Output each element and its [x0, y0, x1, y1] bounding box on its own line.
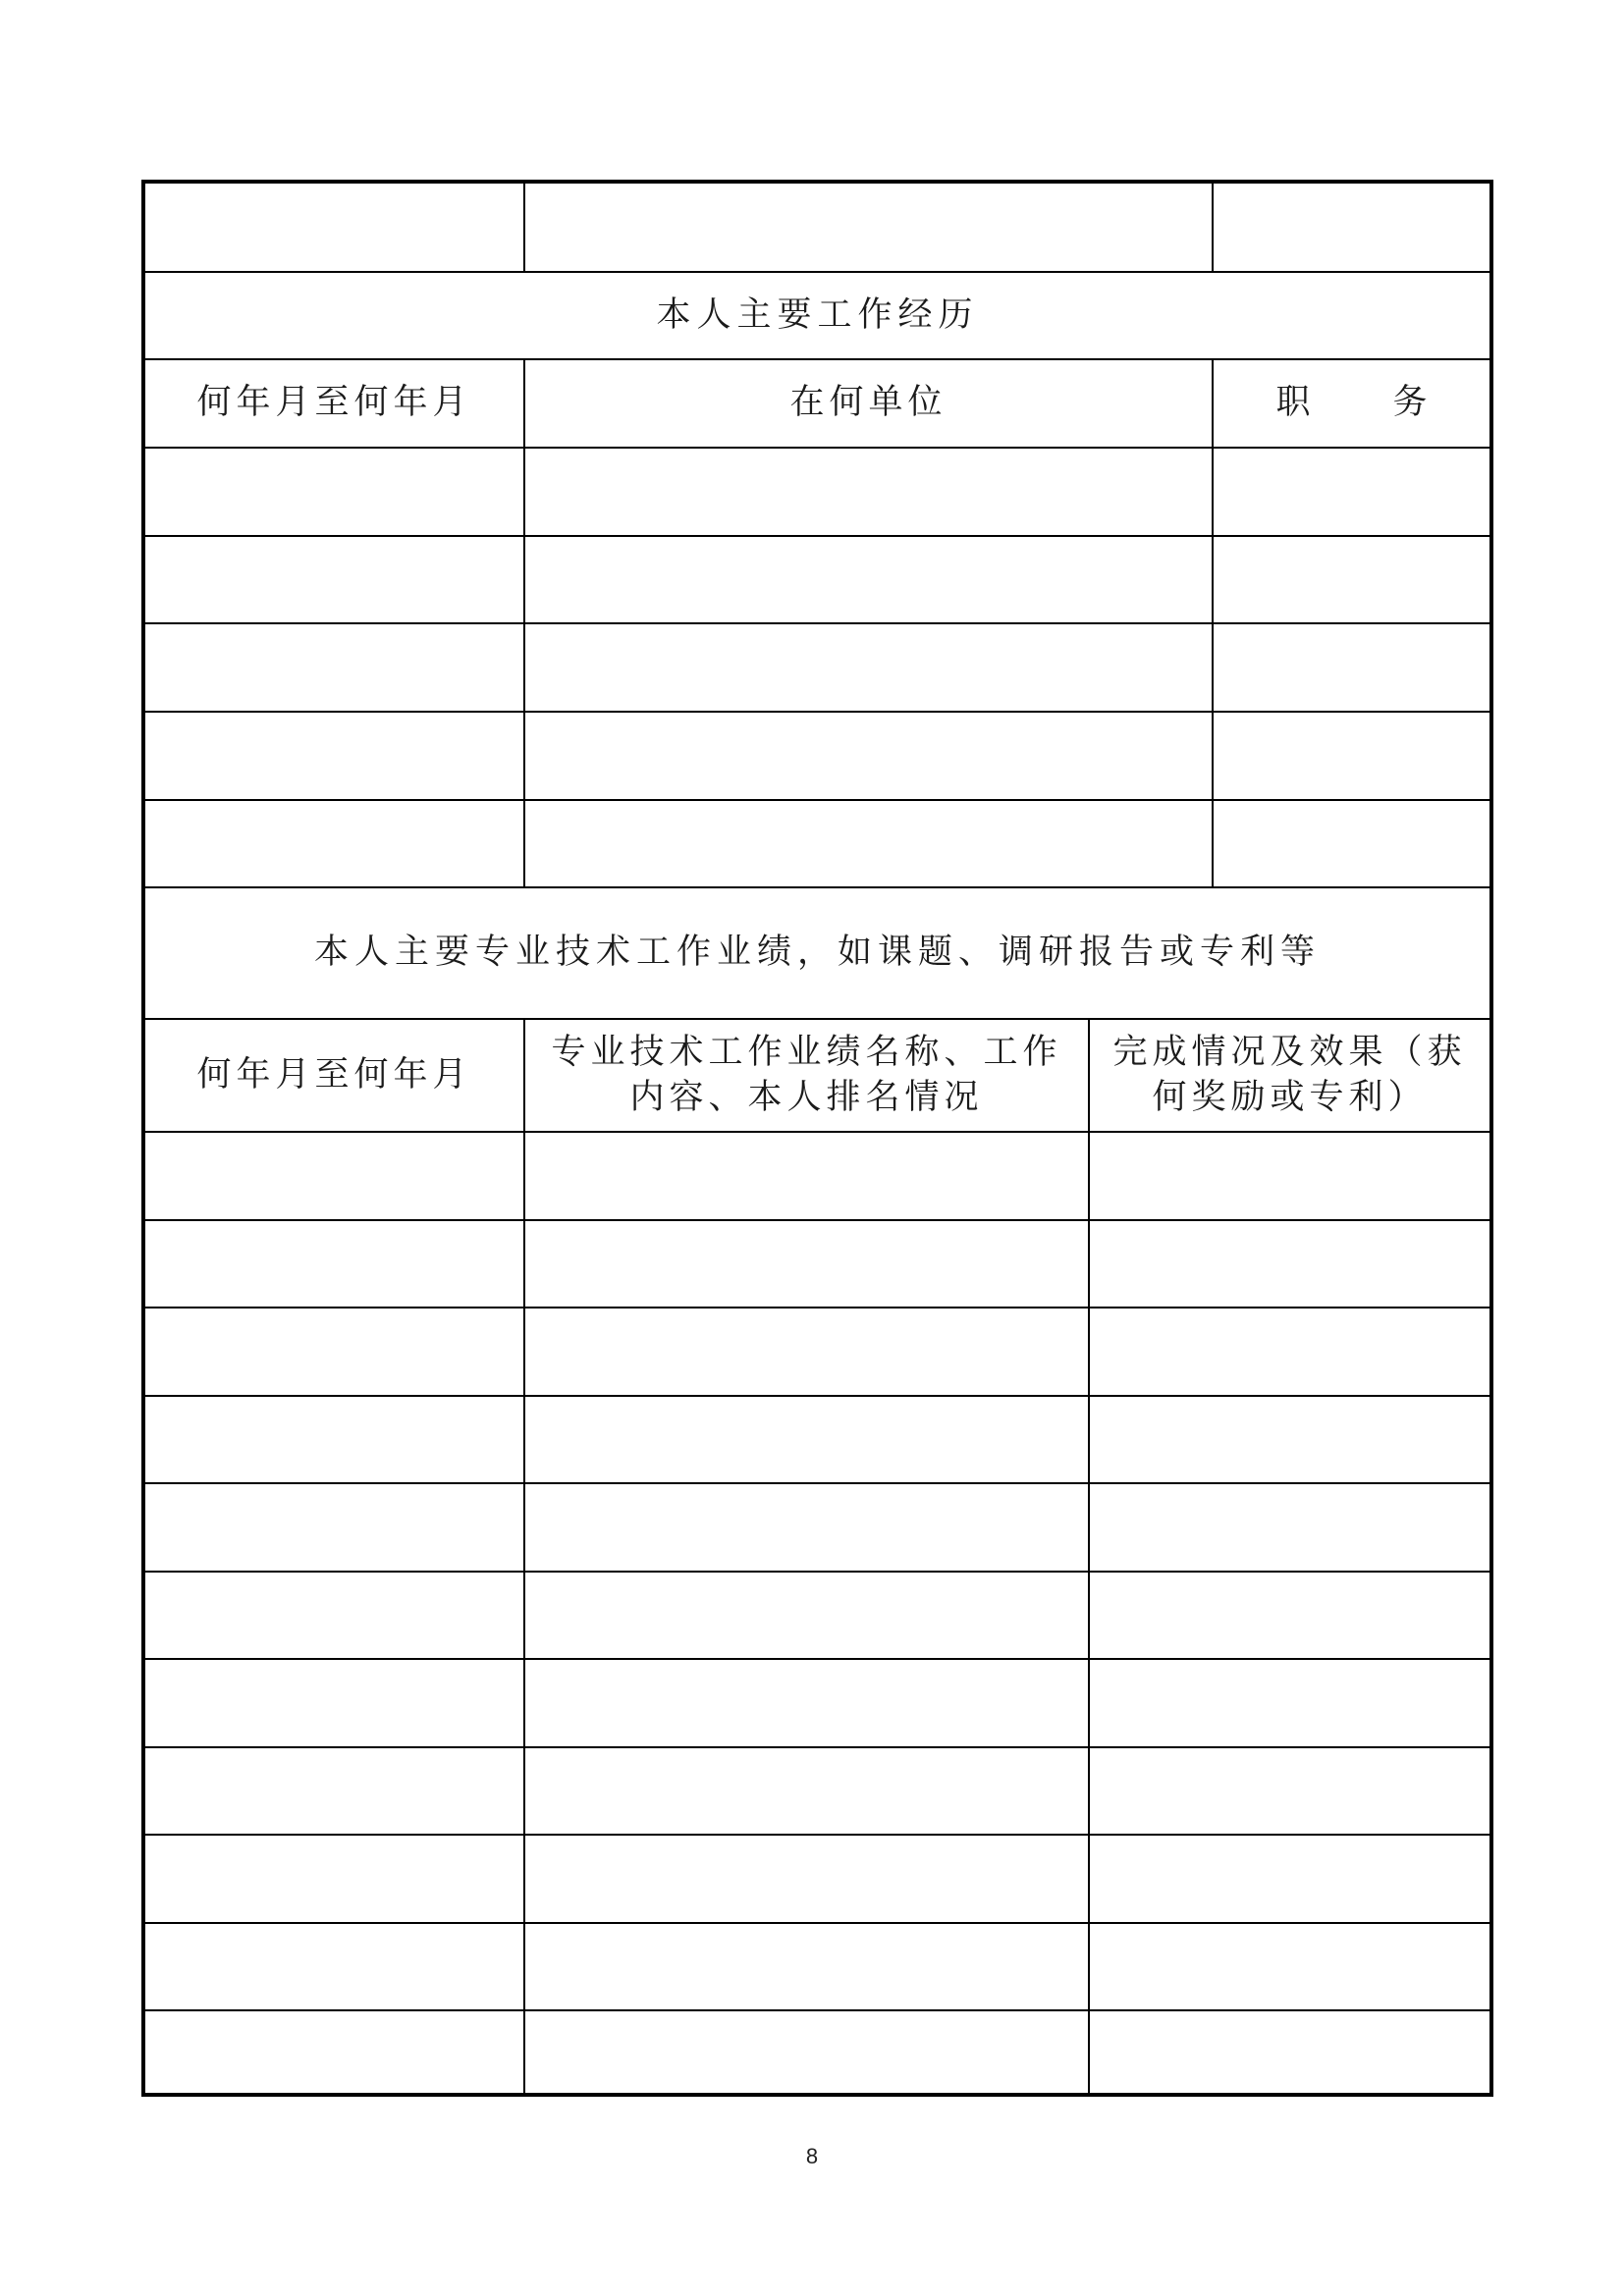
- period-cell[interactable]: [145, 1484, 525, 1571]
- unit-cell[interactable]: [525, 713, 1214, 799]
- achievement-row: [145, 1573, 1489, 1660]
- work-history-header-row: [145, 360, 1489, 449]
- unit-cell[interactable]: [525, 449, 1214, 535]
- achievement-row: [145, 1133, 1489, 1221]
- duty-cell[interactable]: [1214, 537, 1489, 622]
- achievement-result-cell[interactable]: [1090, 1221, 1489, 1307]
- achievement-name-cell[interactable]: [525, 1924, 1090, 2009]
- period-header: 何年月至何年月: [145, 360, 525, 447]
- achievement-name-cell[interactable]: [525, 1573, 1090, 1658]
- achievement-period-header: 何年月至何年月: [145, 1020, 525, 1131]
- period-cell[interactable]: [145, 624, 525, 711]
- achievement-result-header: 完成情况及效果（获何奖励或专利）: [1112, 1033, 1467, 1117]
- achievement-result-cell[interactable]: [1090, 1924, 1489, 2009]
- period-cell[interactable]: [145, 1748, 525, 1834]
- period-cell[interactable]: [145, 1573, 525, 1658]
- achievements-title: 本人主要专业技术工作业绩，如课题、调研报告或专利等: [313, 933, 1321, 973]
- achievement-result-cell[interactable]: [1090, 2011, 1489, 2093]
- application-form-table: [141, 180, 1493, 2097]
- achievement-row: [145, 1748, 1489, 1836]
- duty-cell[interactable]: [1214, 801, 1489, 886]
- work-history-title: 本人主要工作经历: [656, 294, 979, 335]
- period-cell[interactable]: [145, 1397, 525, 1482]
- achievement-name-header: 专业技术工作业绩名称、工作内容、本人排名情况: [525, 1020, 1090, 1131]
- period-cell[interactable]: [145, 1221, 525, 1307]
- unit-header: 在何单位: [525, 360, 1214, 447]
- achievement-result-cell[interactable]: [1090, 1308, 1489, 1395]
- achievement-result-cell[interactable]: [1090, 1397, 1489, 1482]
- achievement-result-cell[interactable]: [1090, 1748, 1489, 1834]
- duty-cell[interactable]: [1214, 449, 1489, 535]
- achievement-row: [145, 1836, 1489, 1924]
- period-cell[interactable]: [145, 1660, 525, 1746]
- achievement-row: [145, 1660, 1489, 1748]
- duty-cell[interactable]: [1214, 624, 1489, 711]
- period-cell[interactable]: [145, 2011, 525, 2093]
- achievement-name-cell[interactable]: [525, 1660, 1090, 1746]
- achievement-row: [145, 1924, 1489, 2011]
- achievement-result-cell[interactable]: [1090, 1836, 1489, 1922]
- achievement-name-cell[interactable]: [525, 1133, 1090, 1219]
- duty-cell[interactable]: [1214, 713, 1489, 799]
- table-row: [145, 184, 1489, 273]
- page-number: 8: [805, 2144, 819, 2168]
- unit-cell[interactable]: [525, 801, 1214, 886]
- period-cell[interactable]: [145, 801, 525, 886]
- achievement-row: [145, 2011, 1489, 2093]
- period-cell[interactable]: [145, 1924, 525, 2009]
- achievement-result-cell[interactable]: [1090, 1133, 1489, 1219]
- unit-cell[interactable]: [525, 537, 1214, 622]
- achievement-name-cell[interactable]: [525, 1397, 1090, 1482]
- period-cell[interactable]: [145, 1308, 525, 1395]
- achievement-name-cell[interactable]: [525, 1836, 1090, 1922]
- achievement-result-cell[interactable]: [1090, 1660, 1489, 1746]
- achievement-result-cell[interactable]: [1090, 1573, 1489, 1658]
- achievement-row: [145, 1484, 1489, 1573]
- work-history-row: [145, 449, 1489, 537]
- work-history-row: [145, 801, 1489, 888]
- blank-cell[interactable]: [1214, 184, 1489, 271]
- achievements-header-row: [145, 1020, 1489, 1133]
- work-history-row: [145, 624, 1489, 713]
- achievement-name-cell[interactable]: [525, 2011, 1090, 2093]
- achievement-row: [145, 1308, 1489, 1397]
- achievement-name-cell[interactable]: [525, 1484, 1090, 1571]
- work-history-section-row: [145, 273, 1489, 360]
- achievement-row: [145, 1221, 1489, 1308]
- duty-header-char-1: 职: [1275, 383, 1311, 423]
- work-history-row: [145, 537, 1489, 624]
- duty-header: [1214, 360, 1489, 447]
- period-cell[interactable]: [145, 1836, 525, 1922]
- period-cell[interactable]: [145, 713, 525, 799]
- achievements-section-row: [145, 888, 1489, 1020]
- achievement-row: [145, 1397, 1489, 1484]
- achievement-name-cell[interactable]: [525, 1748, 1090, 1834]
- achievement-result-cell[interactable]: [1090, 1484, 1489, 1571]
- achievement-name-cell[interactable]: [525, 1221, 1090, 1307]
- period-cell[interactable]: [145, 1133, 525, 1219]
- duty-header-char-2: 务: [1392, 383, 1428, 423]
- work-history-row: [145, 713, 1489, 801]
- achievement-name-cell[interactable]: [525, 1308, 1090, 1395]
- blank-cell[interactable]: [525, 184, 1214, 271]
- period-cell[interactable]: [145, 537, 525, 622]
- unit-cell[interactable]: [525, 624, 1214, 711]
- period-cell[interactable]: [145, 449, 525, 535]
- blank-cell[interactable]: [145, 184, 525, 271]
